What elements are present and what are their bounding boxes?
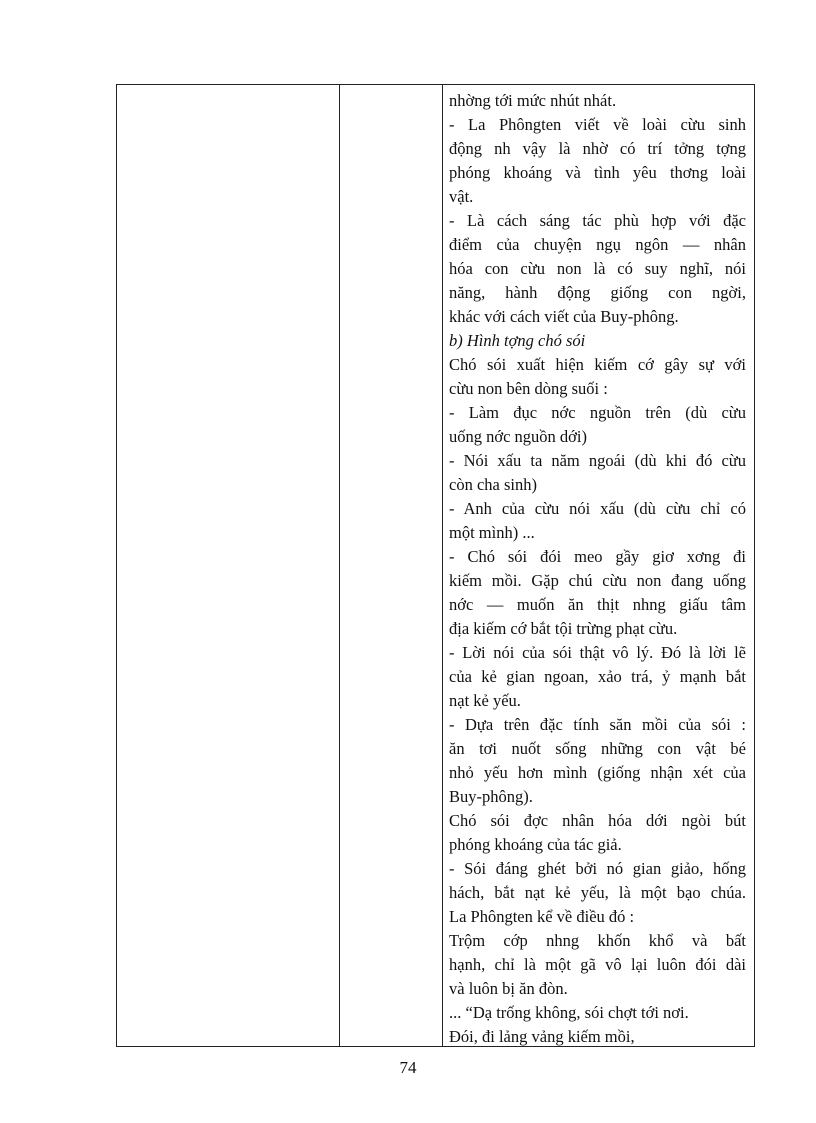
text-line: khác với cách viết của Buy-phông. xyxy=(449,307,679,326)
text-line: - Nói xấu ta năm ngoái (dù khi đó cừu xyxy=(449,451,746,470)
text-line: Đói, đi lảng vảng kiếm mồi, xyxy=(449,1027,635,1046)
text-line: - Sói đáng ghét bởi nó gian giảo, hống xyxy=(449,859,746,878)
text-line: còn cha sinh) xyxy=(449,475,537,494)
text-line: nhỏ yếu hơn mình (giống nhận xét của xyxy=(449,763,746,782)
text-line: - Chó sói đói meo gầy giơ xơng đi xyxy=(449,547,746,566)
text-line: kiếm mồi. Gặp chú cừu non đang uống xyxy=(449,571,746,590)
text-line: phóng khoáng của tác giả. xyxy=(449,835,622,854)
text-line: hách, bắt nạt kẻ yếu, là một bạo chúa. xyxy=(449,883,746,902)
text-line: Buy-phông). xyxy=(449,787,533,806)
table-cell-col1 xyxy=(117,85,340,1047)
text-line: nạt kẻ yếu. xyxy=(449,691,521,710)
page-number: 74 xyxy=(399,1058,417,1077)
text-line: uống nớc nguồn dới) xyxy=(449,427,587,446)
text-line: La Phôngten kể về điều đó : xyxy=(449,907,635,926)
text-line: ... “Dạ trống không, sói chợt tới nơi. xyxy=(449,1003,689,1022)
text-line: - Làm đục nớc nguồn trên (dù cừu xyxy=(449,403,746,422)
text-line: điểm của chuyện ngụ ngôn — nhân xyxy=(449,235,746,254)
text-line: nớc — muốn ăn thịt nhng giấu tâm xyxy=(449,595,746,614)
text-line: địa kiếm cớ bắt tội trừng phạt cừu. xyxy=(449,619,678,638)
text-line: động nh vậy là nhờ có trí tởng tợng xyxy=(449,139,746,158)
text-line: một mình) ... xyxy=(449,523,535,542)
text-line: - Là cách sáng tác phù hợp với đặc xyxy=(449,211,746,230)
text-line: hóa con cừu non là có suy nghĩ, nói xyxy=(449,259,746,278)
text-line: nhờng tới mức nhút nhát. xyxy=(449,91,617,110)
text-line: và luôn bị ăn đòn. xyxy=(449,979,568,998)
text-line: năng, hành động giống con ngời, xyxy=(449,283,746,302)
text-line: - La Phôngten viết về loài cừu sinh xyxy=(449,115,746,134)
table-cell-col2 xyxy=(340,85,443,1047)
text-line: - Dựa trên đặc tính săn mồi của sói : xyxy=(449,715,746,734)
text-line: phóng khoáng và tình yêu thơng loài xyxy=(449,163,746,182)
text-line: vật. xyxy=(449,187,474,206)
text-line: Chó sói đợc nhân hóa dới ngòi bút xyxy=(449,811,746,830)
text-line: - Anh của cừu nói xấu (dù cừu chỉ có xyxy=(449,499,746,518)
text-line: - Lời nói của sói thật vô lý. Đó là lời lẽ xyxy=(449,643,746,662)
text-line: ăn tơi nuốt sống những con vật bé xyxy=(449,739,746,758)
text-line: Chó sói xuất hiện kiếm cớ gây sự với xyxy=(449,355,746,374)
text-line: cừu non bên dòng suối : xyxy=(449,379,608,398)
table-cell-content xyxy=(443,85,755,1047)
text-line: Trộm cớp nhng khốn khổ và bất xyxy=(449,931,746,950)
table-row xyxy=(117,85,755,1047)
text-line: hạnh, chỉ là một gã vô lại luôn đói dài xyxy=(449,955,746,974)
content-text xyxy=(443,85,754,1046)
lesson-table xyxy=(116,84,755,1047)
text-line: của kẻ gian ngoan, xảo trá, ỷ mạnh bắt xyxy=(449,667,746,686)
section-heading: b) Hình tợng chó sói xyxy=(449,331,586,350)
